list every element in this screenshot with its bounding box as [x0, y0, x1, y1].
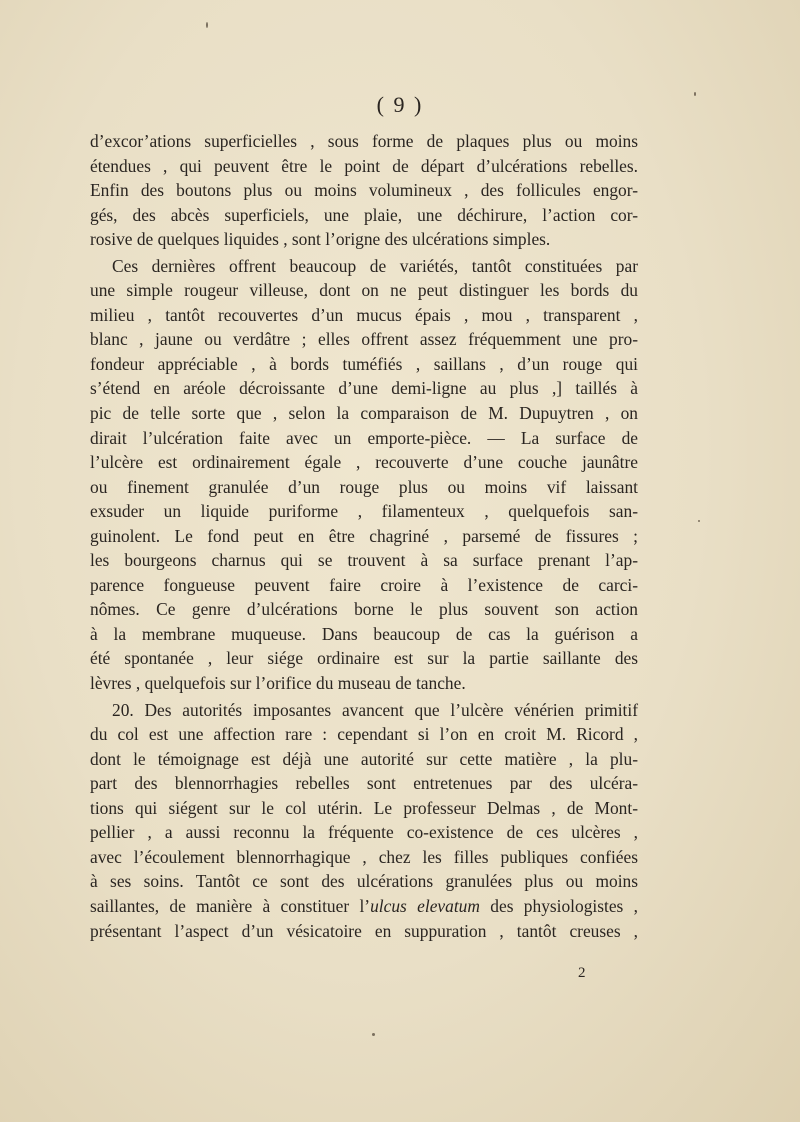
text-line: à ses soins. Tantôt ce sont des ulcérations granulées plus ou moins	[90, 871, 638, 892]
text-line: lèvres , quelquefois sur l’orifice du museau de tanche.	[90, 673, 466, 694]
text-line: milieu , tantôt recouvertes d’un mucus épais , mou , transparent ,	[90, 304, 638, 325]
text-line: gés, des abcès superficiels, une plaie, une déchirure, l’action cor-	[90, 204, 638, 225]
paper-speck	[372, 1033, 375, 1036]
text-line: une simple rougeur villeuse, dont on ne peut distinguer les bords du	[90, 280, 638, 301]
italic-term: ulcus elevatum	[370, 895, 480, 916]
text-line: à la membrane muqueuse. Dans beaucoup de cas la guérison a	[90, 623, 638, 644]
text-line: ou finement granulée d’un rouge plus ou moins vif laissant	[90, 476, 638, 497]
text-line: guinolent. Le fond peut en être chagriné , parsemé de fissures ;	[90, 525, 638, 546]
text-line: rosive de quelques liquides , sont l’origne des ulcérations simples.	[90, 229, 551, 250]
text-line: du col est une affection rare : cependant si l’on en croit M. Ricord ,	[90, 724, 638, 745]
paragraph-3	[90, 698, 638, 943]
text-line: exsuder un liquide puriforme , filamenteux , quelquefois san-	[90, 501, 638, 522]
page-number: ( 9 )	[376, 92, 424, 117]
text-line: tions qui siégent sur le col utérin. Le professeur Delmas , de Mont-	[90, 797, 638, 818]
signature-mark: 2	[578, 965, 586, 981]
text-line: parence fongueuse peuvent faire croire à l’existence de carci-	[90, 574, 638, 595]
paragraph-2	[90, 254, 638, 696]
text-line: les bourgeons charnus qui se trouvent à sa surface prenant l’ap-	[90, 550, 638, 571]
text-line: l’ulcère est ordinairement égale , recouverte d’une couche jaunâtre	[90, 452, 638, 473]
text-line: Ces dernières offrent beaucoup de variétés, tantôt constituées par	[112, 255, 638, 276]
text-fragment: des physiologistes ,	[479, 895, 639, 916]
text-fragment: saillantes, de manière à constituer l’	[90, 895, 371, 916]
text-line: pellier , a aussi reconnu la fréquente co-existence de ces ulcères ,	[90, 822, 638, 843]
text-line: pic de telle sorte que , selon la comparaison de M. Dupuytren , on	[90, 403, 638, 424]
text-line: été spontanée , leur siége ordinaire est sur la partie saillante des	[90, 648, 638, 669]
text-line: part des blennorrhagies rebelles sont entretenues par des ulcéra-	[90, 773, 638, 794]
text-line: avec l’écoulement blennorrhagique , chez les filles publiques confiées	[90, 846, 638, 867]
paper-speck	[698, 520, 700, 522]
text-line: dont le témoignage est déjà une autorité sur cette matière , la plu-	[90, 748, 638, 769]
text-line: d’excor’ations superficielles , sous forme de plaques plus ou moins	[90, 131, 638, 151]
text-line: dirait l’ulcération faite avec un emporte-pièce. — La surface de	[90, 427, 638, 448]
text-line: Enfin des boutons plus ou moins volumineux , des follicules engor-	[90, 180, 638, 201]
text-line: présentant l’aspect d’un vésicatoire en suppuration , tantôt creuses ,	[90, 920, 638, 941]
text-line: blanc , jaune ou verdâtre ; elles offrent assez fréquemment une pro-	[90, 329, 638, 350]
paper-speck	[206, 22, 208, 28]
paragraph-1	[90, 129, 638, 252]
text-line: fondeur appréciable , à bords tuméfiés , saillans , d’un rouge qui	[90, 353, 638, 374]
text-line	[90, 894, 638, 919]
paper-speck	[694, 92, 696, 96]
text-line: 20. Des autorités imposantes avancent que l’ulcère vénérien primitif	[112, 699, 638, 720]
text-line: étendues , qui peuvent être le point de départ d’ulcérations rebelles.	[90, 155, 638, 176]
text-line: nômes. Ce genre d’ulcérations borne le plus souvent son action	[90, 599, 638, 620]
body-text	[90, 129, 638, 943]
text-line: s’étend en aréole décroissante d’une demi-ligne au plus ,] taillés à	[90, 378, 638, 399]
